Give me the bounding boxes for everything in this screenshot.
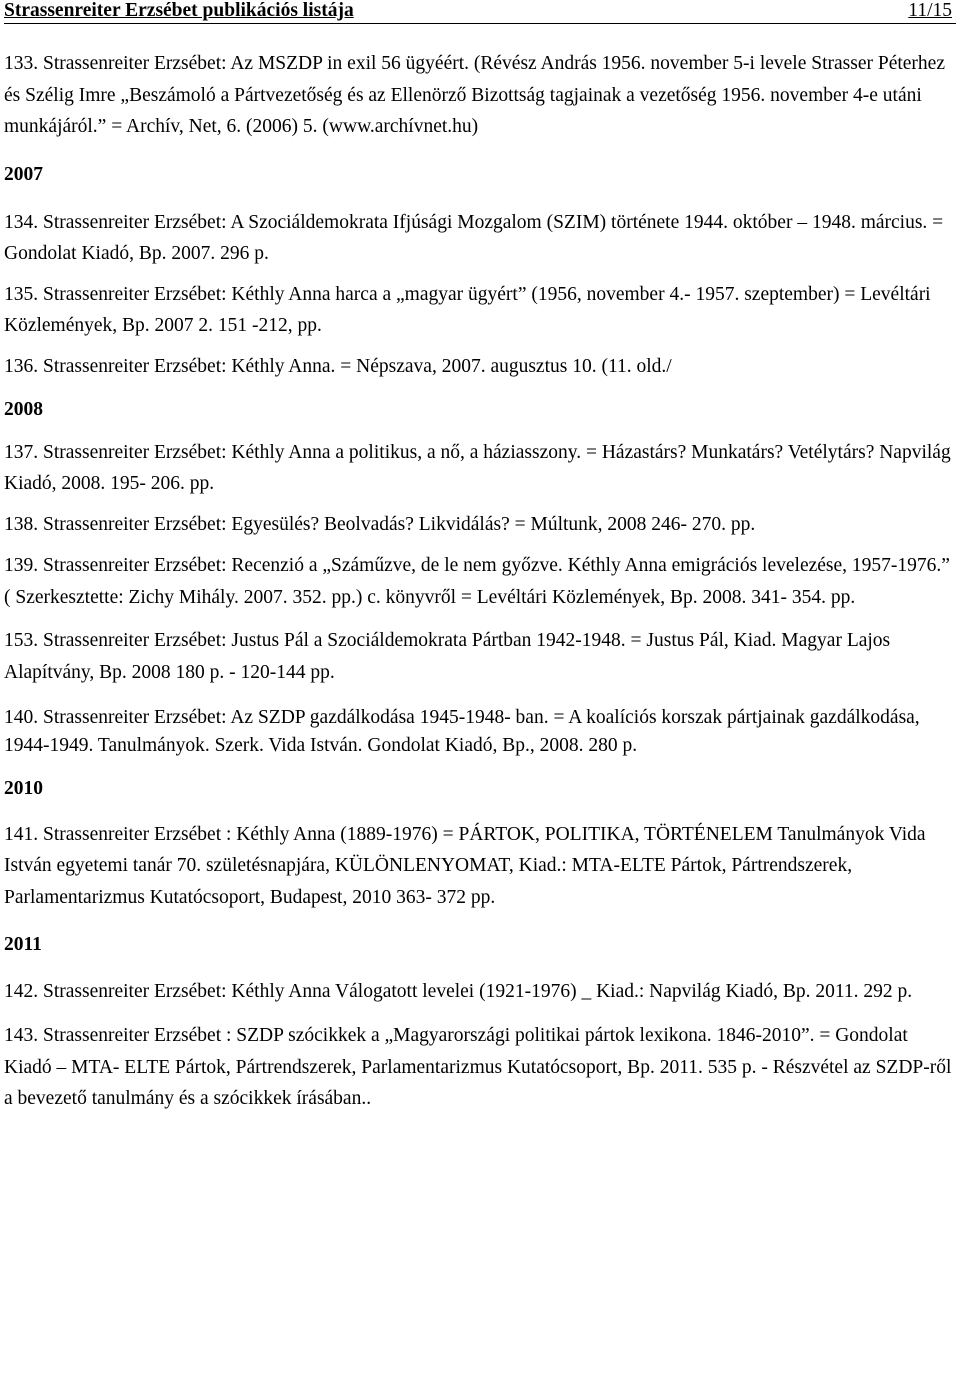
bibliography-entry-140: 140. Strassenreiter Erzsébet: Az SZDP gazdálkodása 1945-1948- ban. = A koalíciós korszak pártjainak gazdálkodása, 1944-1949. Tanulmányok. Szerk. Vida István. Gondolat Kiadó, Bp., 2008. 280 p.: [4, 706, 920, 756]
bibliography-entry-133: 133. Strassenreiter Erzsébet: Az MSZDP in exil 56 ügyéért. (Révész András 1956. november 5-i levele Strasser Péterhez és Szélig Imre „Beszámoló a Pártvezetőség és az Ellenörző Bizottság tagjainak a vezetőség 1956. november 4-e utáni munkájáról.” = Archív, Net, 6. (2006) 5. (www.archívnet.hu): [4, 53, 945, 137]
bibliography-entry-143: 143. Strassenreiter Erzsébet : SZDP szócikkek a „Magyarországi politikai pártok lexikona. 1846-2010”. = Gondolat Kiadó – MTA- ELTE Pártok, Pártrendszerek, Parlamentarizmus Kutatócsoport, Bp. 2011. 535 p. - Részvétel az SZDP-ről a bevezető tanulmány és a szócikkek írásában..: [4, 1025, 952, 1109]
bibliography-entry-141: 141. Strassenreiter Erzsébet : Kéthly Anna (1889-1976) = PÁRTOK, POLITIKA, TÖRTÉNELEM Tanulmányok Vida István egyetemi tanár 70. születésnapjára, KÜLÖNLENYOMAT, Kiad.: MTA-ELTE Pártok, Pártrendszerek, Parlamentarizmus Kutatócsoport, Budapest, 2010 363- 372 pp.: [4, 823, 926, 908]
page-number: 11/15: [908, 0, 952, 21]
page-header: [4, 0, 956, 24]
bibliography-entry-136: 136. Strassenreiter Erzsébet: Kéthly Anna. = Népszava, 2007. augusztus 10. (11. old./: [4, 355, 672, 377]
bibliography-entry-138: 138. Strassenreiter Erzsébet: Egyesülés? Beolvadás? Likvidálás? = Múltunk, 2008 246- 270. pp.: [4, 513, 756, 535]
bibliography-entry-153: 153. Strassenreiter Erzsébet: Justus Pál a Szociáldemokrata Pártban 1942-1948. = Justus Pál, Kiad. Magyar Lajos Alapítvány, Bp. 2008 180 p. - 120-144 pp.: [4, 629, 891, 683]
year-heading-2008: 2008: [4, 398, 43, 420]
bibliography-entry-137: 137. Strassenreiter Erzsébet: Kéthly Anna a politikus, a nő, a háziasszony. = Házastárs? Munkatárs? Vetélytárs? Napvilág Kiadó, 2008. 195- 206. pp.: [4, 441, 951, 494]
bibliography-entry-135: 135. Strassenreiter Erzsébet: Kéthly Anna harca a „magyar ügyért” (1956, november 4.- 1957. szeptember) = Levéltári Közlemények, Bp. 2007 2. 151 -212, pp.: [4, 283, 931, 336]
bibliography-entry-139: 139. Strassenreiter Erzsébet: Recenzió a „Száműzve, de le nem győzve. Kéthly Anna emigrációs levelezése, 1957-1976.” ( Szerkesztette: Zichy Mihály. 2007. 352. pp.) c. könyvről = Levéltári Közlemények, Bp. 2008. 341- 354. pp.: [4, 554, 950, 608]
year-heading-2011: 2011: [4, 934, 42, 955]
year-heading-2007: 2007: [4, 163, 43, 185]
bibliography-entry-134: 134. Strassenreiter Erzsébet: A Szociáldemokrata Ifjúsági Mozgalom (SZIM) története 1944. október – 1948. március. = Gondolat Kiadó, Bp. 2007. 296 p.: [4, 211, 944, 264]
bibliography-entry-142: 142. Strassenreiter Erzsébet: Kéthly Anna Válogatott levelei (1921-1976) _ Kiad.: Napvilág Kiadó, Bp. 2011. 292 p.: [4, 981, 913, 1002]
year-heading-2010: 2010: [4, 777, 43, 799]
document-title: Strassenreiter Erzsébet publikációs listája: [4, 0, 354, 21]
